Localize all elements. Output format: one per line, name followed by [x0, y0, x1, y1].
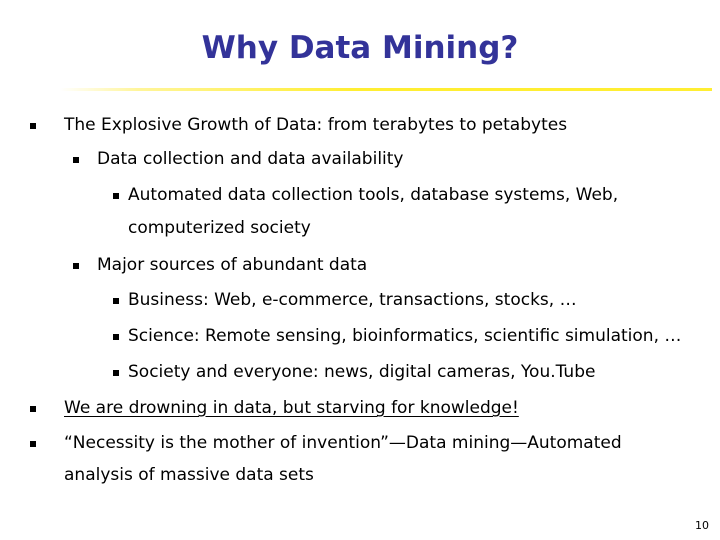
bullet-marker: [30, 441, 36, 447]
bullet-marker: [30, 123, 36, 129]
bullet-text-continuation: analysis of massive data sets: [64, 465, 314, 485]
bullet-text-level-3: Business: Web, e-commerce, transactions, stocks, …: [128, 290, 577, 310]
page-number: 10: [695, 519, 709, 532]
bullet-marker: [113, 334, 119, 340]
bullet-text-level-1: The Explosive Growth of Data: from terabytes to petabytes: [64, 115, 568, 135]
bullet-marker: [73, 263, 79, 269]
bullet-text-level-2: Data collection and data availability: [97, 149, 404, 169]
slide-title: Why Data Mining?: [201, 30, 519, 66]
bullet-text-level-3: Society and everyone: news, digital cameras, You.Tube: [128, 362, 596, 382]
bullet-text-level-1: “Necessity is the mother of invention”—Data mining—Automated: [64, 433, 622, 453]
bullet-marker: [113, 370, 119, 376]
bullet-text-level-1: We are drowning in data, but starving for knowledge!: [64, 398, 519, 418]
bullet-text-continuation: computerized society: [128, 218, 311, 238]
bullet-text-level-3: Science: Remote sensing, bioinformatics, scientific simulation, …: [128, 326, 682, 346]
bullet-marker: [113, 298, 119, 304]
bullet-marker: [73, 157, 79, 163]
bullet-marker: [30, 406, 36, 412]
bullet-text-level-2: Major sources of abundant data: [97, 255, 368, 275]
bullet-text-level-3: Automated data collection tools, database systems, Web,: [128, 185, 619, 205]
title-divider: [60, 88, 712, 91]
bullet-marker: [113, 193, 119, 199]
